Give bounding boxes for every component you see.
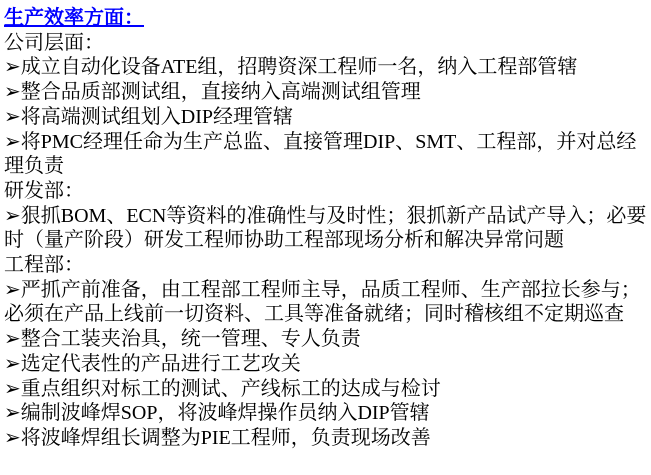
bullet-text: 整合品质部测试组，直接纳入高端测试组管理	[20, 81, 421, 104]
bullet-item	[4, 377, 647, 402]
bullet-text: 将高端测试组划入DIP经理管辖	[20, 105, 293, 128]
bullet-text: 严抓产前准备，由工程部工程师主导，品质工程师、生产部拉长参与；必须在产品上线前一切资料、工具等准备就绪；同时稽核组不定期巡查	[4, 278, 641, 326]
bullet-item	[4, 204, 647, 253]
document-content	[4, 31, 647, 451]
bullet-text: 编制波峰焊SOP，将波峰焊操作员纳入DIP管辖	[20, 402, 430, 425]
bullet-arrow-icon: ➢	[4, 278, 21, 301]
bullet-item	[4, 426, 647, 451]
bullet-arrow-icon: ➢	[4, 426, 21, 449]
section-label: 工程部：	[4, 254, 84, 277]
bullet-item	[4, 80, 647, 105]
bullet-arrow-icon: ➢	[4, 130, 21, 153]
bullet-item	[4, 130, 647, 179]
bullet-item	[4, 352, 647, 377]
bullet-arrow-icon: ➢	[4, 377, 21, 400]
bullet-text: 整合工装夹治具，统一管理、专人负责	[20, 328, 361, 351]
bullet-text: 将PMC经理任命为生产总监、直接管理DIP、SMT、工程部，并对总经理负责	[4, 130, 637, 178]
bullet-arrow-icon: ➢	[4, 81, 21, 104]
bullet-arrow-icon: ➢	[4, 56, 21, 79]
bullet-arrow-icon: ➢	[4, 328, 21, 351]
bullet-arrow-icon: ➢	[4, 105, 21, 128]
section-label: 研发部：	[4, 179, 84, 202]
bullet-item	[4, 401, 647, 426]
bullet-text: 成立自动化设备ATE组，招聘资深工程师一名，纳入工程部管辖	[20, 56, 578, 79]
bullet-arrow-icon: ➢	[4, 402, 21, 425]
page-title: 生产效率方面：	[4, 7, 144, 29]
bullet-text: 狠抓BOM、ECN等资料的准确性与及时性；狠抓新产品试产导入；必要时（量产阶段）研发工程师协助工程部现场分析和解决异常问题	[4, 204, 647, 252]
bullet-text: 选定代表性的产品进行工艺攻关	[20, 352, 301, 375]
bullet-item	[4, 278, 647, 327]
bullet-arrow-icon: ➢	[4, 352, 21, 375]
bullet-text: 将波峰焊组长调整为PIE工程师，负责现场改善	[20, 426, 431, 449]
section-label: 公司层面：	[4, 31, 104, 54]
bullet-item	[4, 327, 647, 352]
bullet-text: 重点组织对标工的测试、产线标工的达成与检讨	[20, 377, 441, 400]
bullet-arrow-icon: ➢	[4, 204, 21, 227]
bullet-item	[4, 55, 647, 80]
bullet-item	[4, 105, 647, 130]
